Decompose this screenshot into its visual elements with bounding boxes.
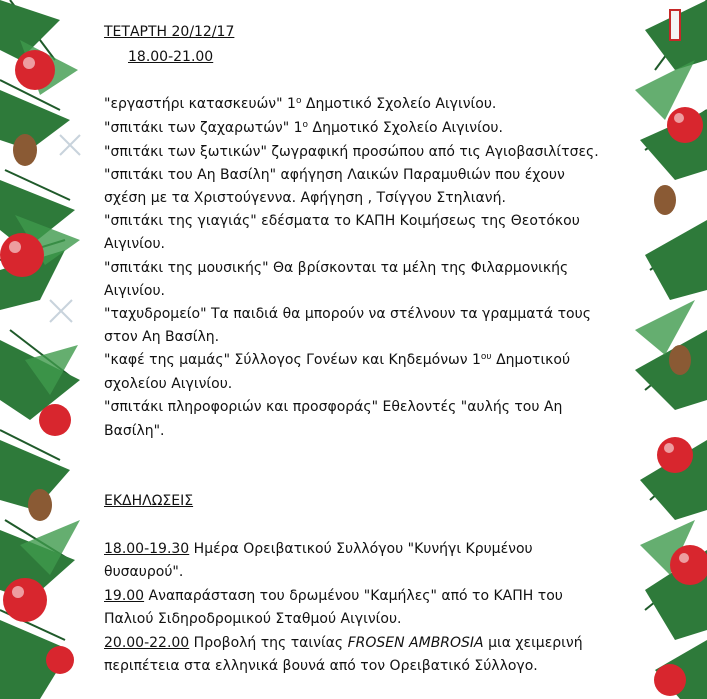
event-3-line2: περιπέτεια στα ελληνικά βουνά από τον Ορειβατικό Σύλλογο. [104, 658, 538, 674]
event-2-line2: Παλιού Σιδηροδρομικού Σταθμού Αιγινίου. [104, 611, 402, 627]
activity-6-line2: Αιγινίου. [104, 283, 166, 299]
time-heading: 18.00-21.00 [128, 49, 214, 65]
activity-7-line1: "ταχυδρομείο" Τα παιδιά θα μπορούν να στέλνουν τα γραμματά τους [104, 306, 591, 322]
activity-8-line1: "καφέ της μαμάς" Σύλλογος Γονέων και Κηδεμόνων $1^{o\upsilon}$ Δημοτικού [104, 352, 571, 368]
event-2-line1: 19.00 Αναπαράσταση του δρωμένου "Καμήλες" από το ΚΑΠΗ του [104, 588, 563, 604]
activity-9-line2: Βασίλη". [104, 423, 165, 439]
activity-5-line2: Αιγινίου. [104, 236, 166, 252]
event-1-line1: 18.00-19.30 Ημέρα Ορειβατικού Συλλόγου "Κυνήγι Κρυμένου [104, 541, 533, 557]
activity-5-line1: "σπιτάκι της γιαγιάς" εδέσματα το ΚΑΠΗ Κοιμήσεως της Θεοτόκου [104, 213, 580, 229]
activity-3: "σπιτάκι των ξωτικών" ζωγραφική προσώπου από τις Αγιοβασιλίτσες. [104, 144, 599, 160]
activity-4-line1: "σπιτάκι του Αη Βασίλη" αφήγηση Λαικών Παραμυθιών που έχουν [104, 167, 565, 183]
christmas-border-right [635, 0, 707, 699]
event-3-time: 20.00-22.00 [104, 635, 190, 651]
events-heading: ΕΚΔΗΛΩΣΕΙΣ [104, 493, 194, 509]
activity-7-line2: στον Αη Βασίλη. [104, 329, 220, 345]
christmas-border-left [0, 0, 82, 699]
activity-1: "εργαστήρι κατασκευών" $1^o$ Δημοτικό Σχολείο Αιγινίου. [104, 96, 497, 112]
event-3-line1: 20.00-22.00 Προβολή της ταινίας FROSEN AMBROSIA μια χειμερινή [104, 635, 583, 651]
activity-9-line1: "σπιτάκι πληροφοριών και προσφοράς" Εθελοντές "αυλής του Αη [104, 399, 563, 415]
event-1-line2: θυσαυρού". [104, 564, 184, 580]
date-heading: ΤΕΤΑΡΤΗ 20/12/17 [104, 24, 235, 40]
activity-8-line2: σχολείου Αιγινίου. [104, 376, 233, 392]
activity-6-line1: "σπιτάκι της μουσικής" Θα βρίσκονται τα μέλη της Φιλαρμονικής [104, 260, 569, 276]
event-2-time: 19.00 [104, 588, 145, 604]
event-1-time: 18.00-19.30 [104, 541, 190, 557]
activity-2: "σπιτάκι των ζαχαρωτών" $1^o$ Δημοτικό Σχολείο Αιγινίου. [104, 120, 503, 136]
activity-4-line2: σχέση με τα Χριστούγεννα. Αφήγηση , Τσίγγου Στηλιανή. [104, 190, 506, 206]
